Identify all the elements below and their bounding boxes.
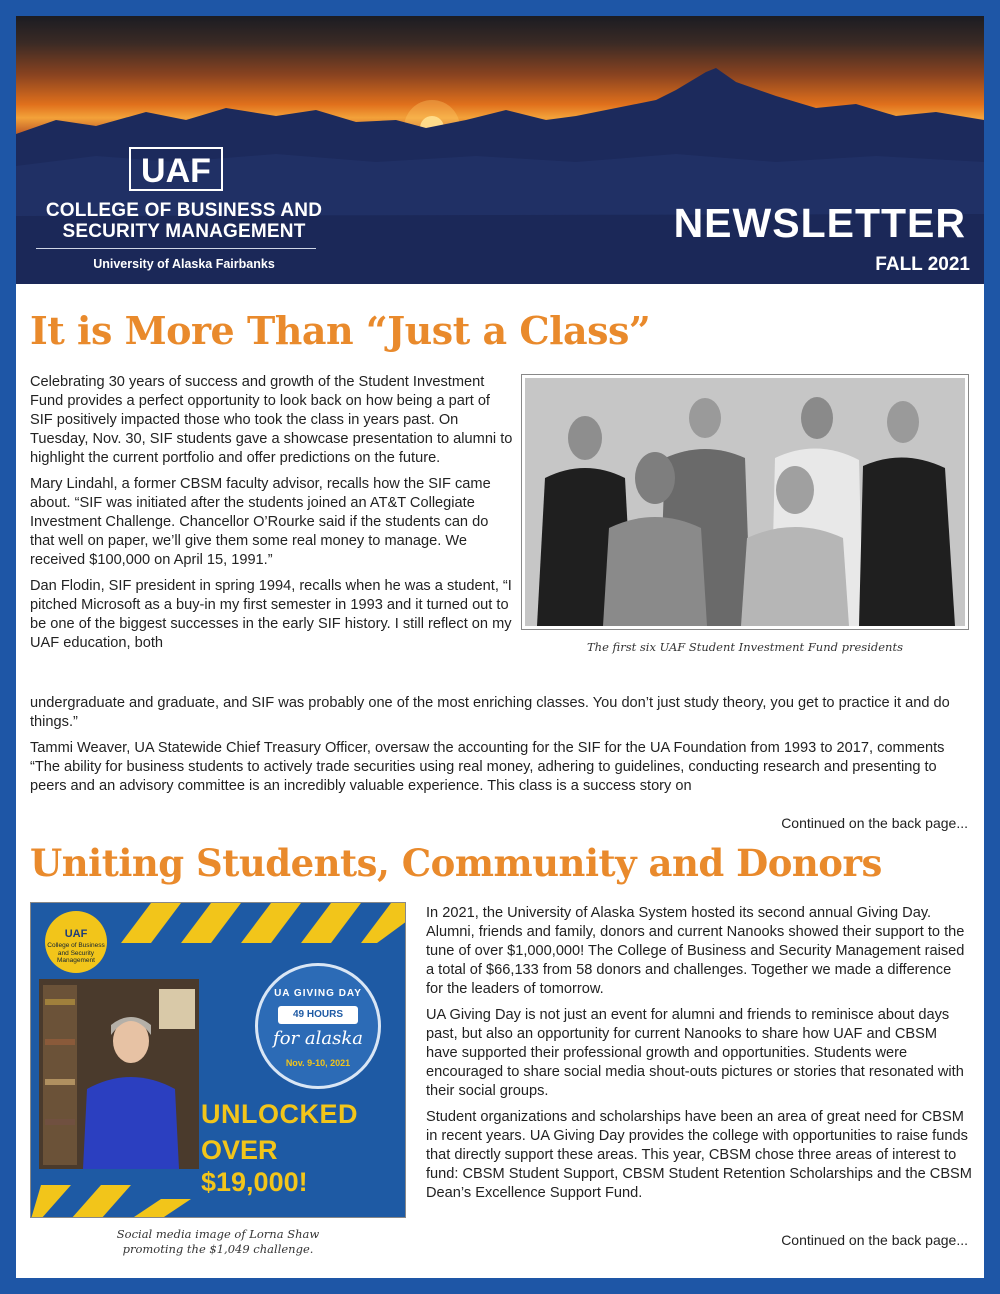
divider <box>36 248 316 249</box>
college-name-line2: SECURITY MANAGEMENT <box>62 221 306 242</box>
article2-column <box>426 904 972 1210</box>
presidents-photo <box>521 374 969 630</box>
lorna-shaw-photo <box>39 979 199 1169</box>
article1-column-wide <box>30 694 970 803</box>
college-name <box>36 200 332 242</box>
newsletter-title: NEWSLETTER <box>673 200 966 246</box>
newsletter-season: FALL 2021 <box>875 254 970 275</box>
paragraph: Dan Flodin, SIF president in spring 1994, recalls when he was a student, “I pitched Microsoft as a buy-in my first semester in 1993 and it turned out to be one of the biggest successes in the early SIF history. I still reflect on my UAF education, both <box>30 578 512 651</box>
article1-headline: It is More Than “Just a Class” <box>30 308 651 353</box>
continued-note: Continued on the back page... <box>781 1232 968 1248</box>
cbsm-logo: UAF College of Business and Security Management <box>45 911 107 973</box>
unlocked-line1: UNLOCKED <box>201 1099 358 1129</box>
continued-note: Continued on the back page... <box>781 815 968 831</box>
newsletter-page <box>16 16 984 1278</box>
photo-caption: The first six UAF Student Investment Fund presidents <box>587 640 903 654</box>
paragraph: UA Giving Day is not just an event for alumni and friends to reminisce about days past, but also an opportunity for current Nanooks to share how UAF and CBSM have supported their professional growth and opportunities. Students were encouraged to share social media shout-outs pictures or stories that resonated with their social groups. <box>426 1007 964 1099</box>
paragraph: undergraduate and graduate, and SIF was probably one of the most enriching classes. You don’t just study theory, you get to practice it and do things.” <box>30 695 950 730</box>
unlocked-line2: OVER <box>201 1135 278 1165</box>
paragraph: Celebrating 30 years of success and growth of the Student Investment Fund provides a perfect opportunity to look back on how being a part of SIF positively impacted those who took the class in years past. On Tuesday, Nov. 30, SIF students gave a showcase presentation to alumni to highlight the current portfolio and offer predictions on the future. <box>30 374 513 466</box>
university-name: University of Alaska Fairbanks <box>93 257 275 271</box>
paragraph: Tammi Weaver, UA Statewide Chief Treasury Officer, oversaw the accounting for the SIF for the UA Foundation from 1993 to 2017, comments “The ability for business students to actively trade securities using real money, adhering to guidelines, conducting research and presenting to peers and an advisory committee is an incredibly valuable experience. This class is a success story on <box>30 740 945 794</box>
paragraph: In 2021, the University of Alaska System hosted its second annual Giving Day. Alumni, friends and family, donors and current Nanooks showed their support to the tune of over $1,000,000! The College of Business and Security Management raised a total of $66,133 from 58 donors and challenges. Together we made a difference for the leaders of tomorrow. <box>426 905 965 997</box>
header-banner <box>16 16 984 284</box>
unlocked-line3: $19,000! <box>201 1167 308 1197</box>
article1-column-narrow <box>30 373 516 660</box>
college-name-line1: COLLEGE OF BUSINESS AND <box>45 200 323 221</box>
paragraph: Student organizations and scholarships have been an area of great need for CBSM in recent years. UA Giving Day provides the college with opportunities to raise funds that directly support these areas. This year, CBSM chose three areas of interest to fund: CBSM Student Support, CBSM Student Retention Scholarships and the CBSM Dean’s Excellence Support Fund. <box>426 1109 972 1201</box>
graphic-caption: Social media image of Lorna Shaw promoting the $1,049 challenge. <box>116 1227 320 1256</box>
article2-headline: Uniting Students, Community and Donors <box>30 841 882 885</box>
giving-day-badge: UA GIVING DAY 49 HOURS for alaska Nov. 9-10, 2021 <box>255 963 381 1089</box>
group-photo-figures <box>525 378 965 626</box>
svg-text:UAF: UAF <box>141 152 211 190</box>
uaf-logo-icon <box>128 146 224 192</box>
paragraph: Mary Lindahl, a former CBSM faculty advisor, recalls how the SIF came about. “SIF was initiated after the students joined an AT&T Collegiate Investment Challenge. Chancellor O’Rourke said if the students can do that well on paper, we’ll give them some real money to manage. We received $100,000 on April 15, 1991.” <box>30 476 491 568</box>
giving-day-graphic <box>30 902 406 1218</box>
person-portrait <box>39 979 199 1169</box>
